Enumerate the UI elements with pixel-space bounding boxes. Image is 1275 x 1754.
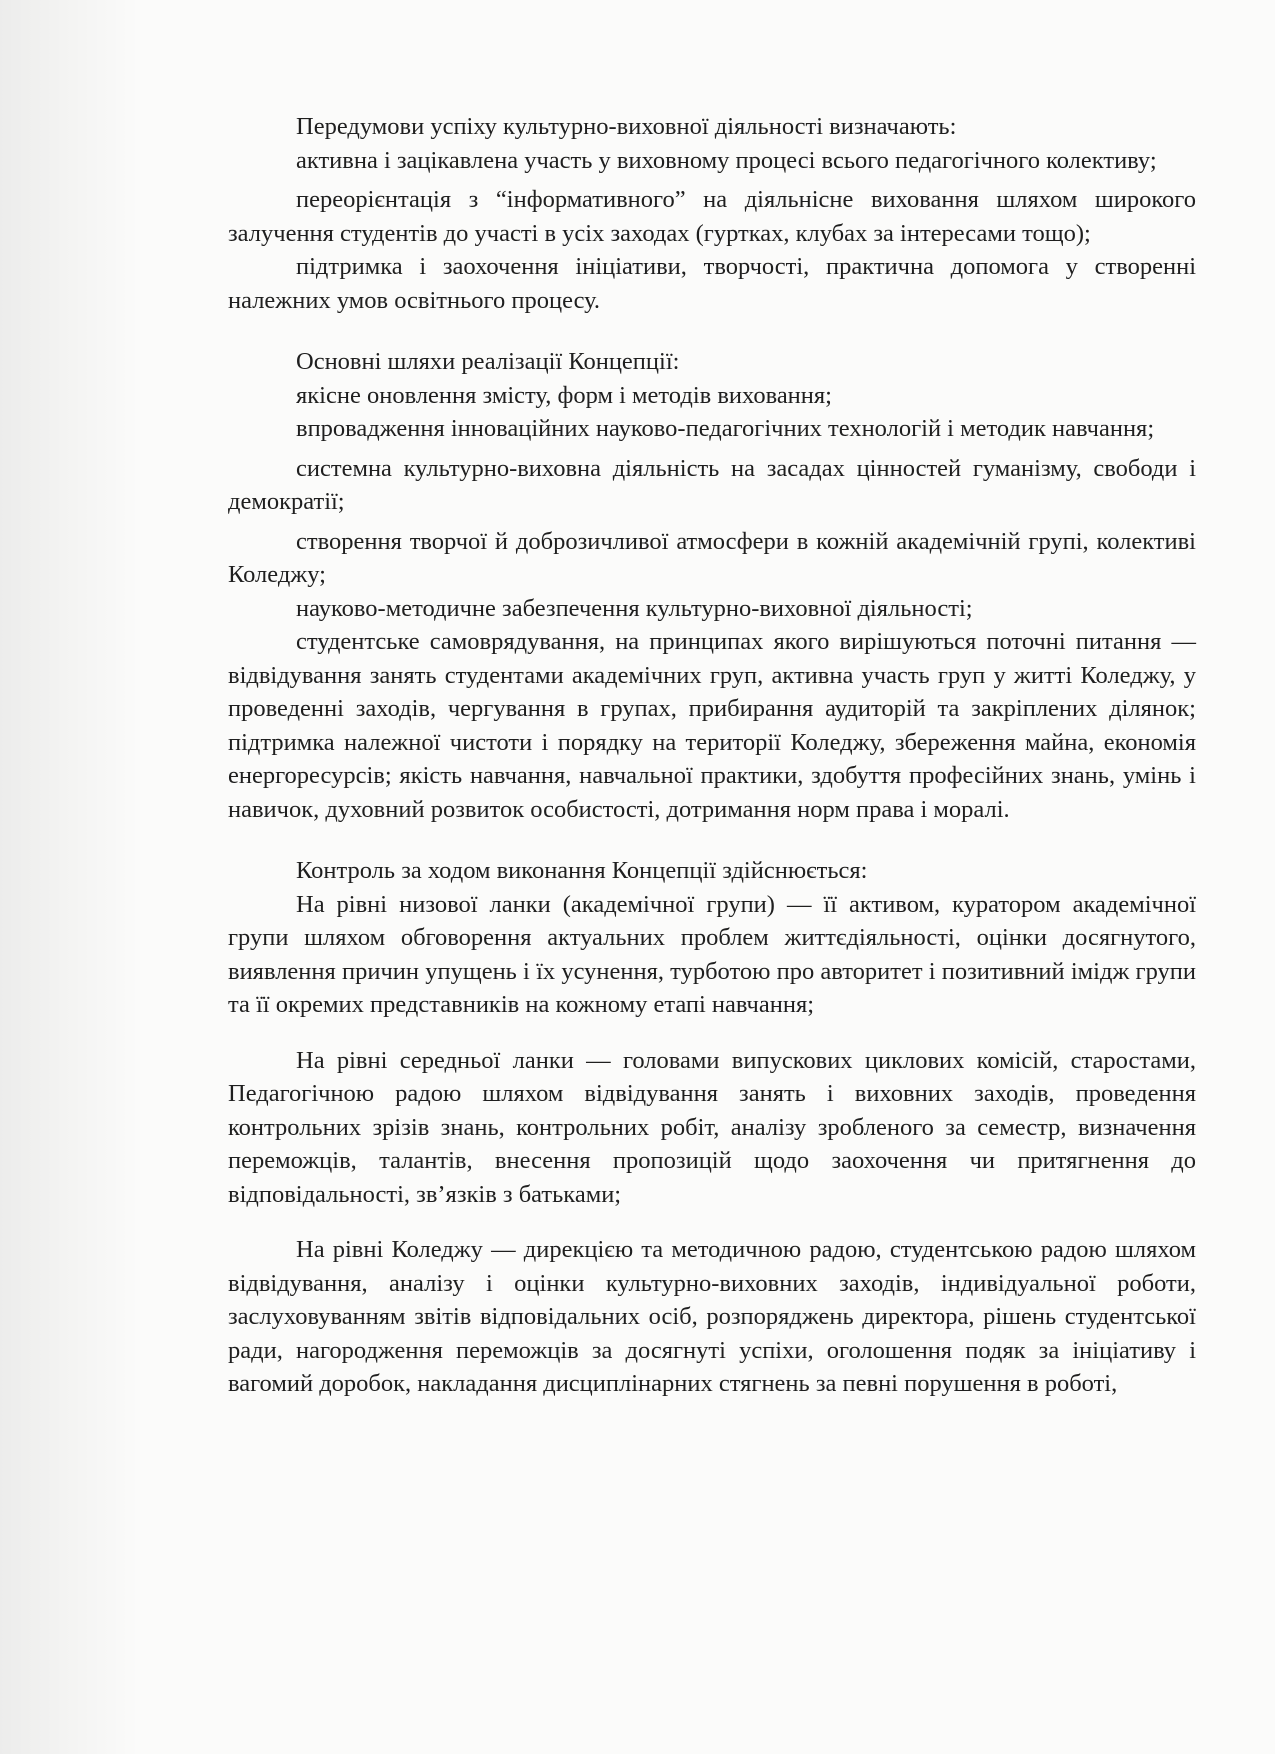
paragraph: підтримка і заохочення ініціативи, творчості, практична допомога у створенні належних умов освітнього процесу.: [228, 253, 1196, 314]
paragraph: Передумови успіху культурно-виховної діяльності визначають:: [296, 113, 957, 140]
paragraph: На рівні Коледжу — дирекцією та методичною радою, студентською радою шляхом відвідування, аналізу і оцінки культурно-виховних заходів, індивідуальної роботи, заслуховуванням звітів відповідальних осіб, розпоряджень директора, рішень студентської ради, нагородження переможців за досягнуті успіхи, оголошення подяк за ініціативу і вагомий доробок, накладання дисциплінарних стягнень за певні порушення в роботі,: [228, 1236, 1196, 1397]
scan-edge-shadow: [0, 0, 140, 1754]
paragraph: студентське самоврядування, на принципах якого вирішуються поточні питання — відвідування занять студентами академічних груп, активна участь груп у житті Коледжу, у проведенні заходів, чергування в групах, прибирання аудиторій та закріплених ділянок; підтримка належної чистоти і порядку на території Коледжу, збереження майна, економія енергоресурсів; якість навчання, навчальної практики, здобуття професійних знань, умінь і навичок, духовний розвиток особистості, дотримання норм права і моралі.: [228, 628, 1196, 823]
paragraph: Контроль за ходом виконання Концепції здійснюється:: [296, 857, 868, 884]
document-body: [228, 110, 1196, 1401]
paragraph: На рівні низової ланки (академічної групи) — її активом, куратором академічної групи шляхом обговорення актуальних проблем життєдіяльності, оцінки досягнутого, виявлення причин упущень і їх усунення, турботою про авторитет і позитивний імідж групи та її окремих представників на кожному етапі навчання;: [228, 890, 1196, 1018]
paragraph: системна культурно-виховна діяльність на засадах цінностей гуманізму, свободи і демократії;: [228, 454, 1196, 515]
paragraph: створення творчої й доброзичливої атмосфери в кожній академічній групі, колективі Коледжу;: [228, 527, 1196, 588]
paragraph: якісне оновлення змісту, форм і методів виховання;: [296, 381, 832, 409]
paragraph: На рівні середньої ланки — головами випускових циклових комісій, старостами, Педагогічною радою шляхом відвідування занять і виховних заходів, проведення контрольних зрізів знань, контрольних робіт, аналізу зробленого за семестр, визначення переможців, талантів, внесення пропозицій щодо заохочення чи притягнення до відповідальності, зв’язків з батьками;: [228, 1046, 1196, 1208]
paragraph: активна і зацікавлена участь у виховному процесі всього педагогічного колективу;: [296, 146, 1157, 174]
paragraph: Основні шляхи реалізації Концепції:: [296, 348, 680, 375]
paragraph: переорієнтація з “інформативного” на діяльнісне виховання шляхом широкого залучення студентів до участі в усіх заходах (гуртках, клубах за інтересами тощо);: [228, 186, 1196, 247]
paragraph: науково-методичне забезпечення культурно-виховної діяльності;: [296, 594, 973, 622]
paragraph: впровадження інноваційних науково-педагогічних технологій і методик навчання;: [296, 415, 1155, 442]
